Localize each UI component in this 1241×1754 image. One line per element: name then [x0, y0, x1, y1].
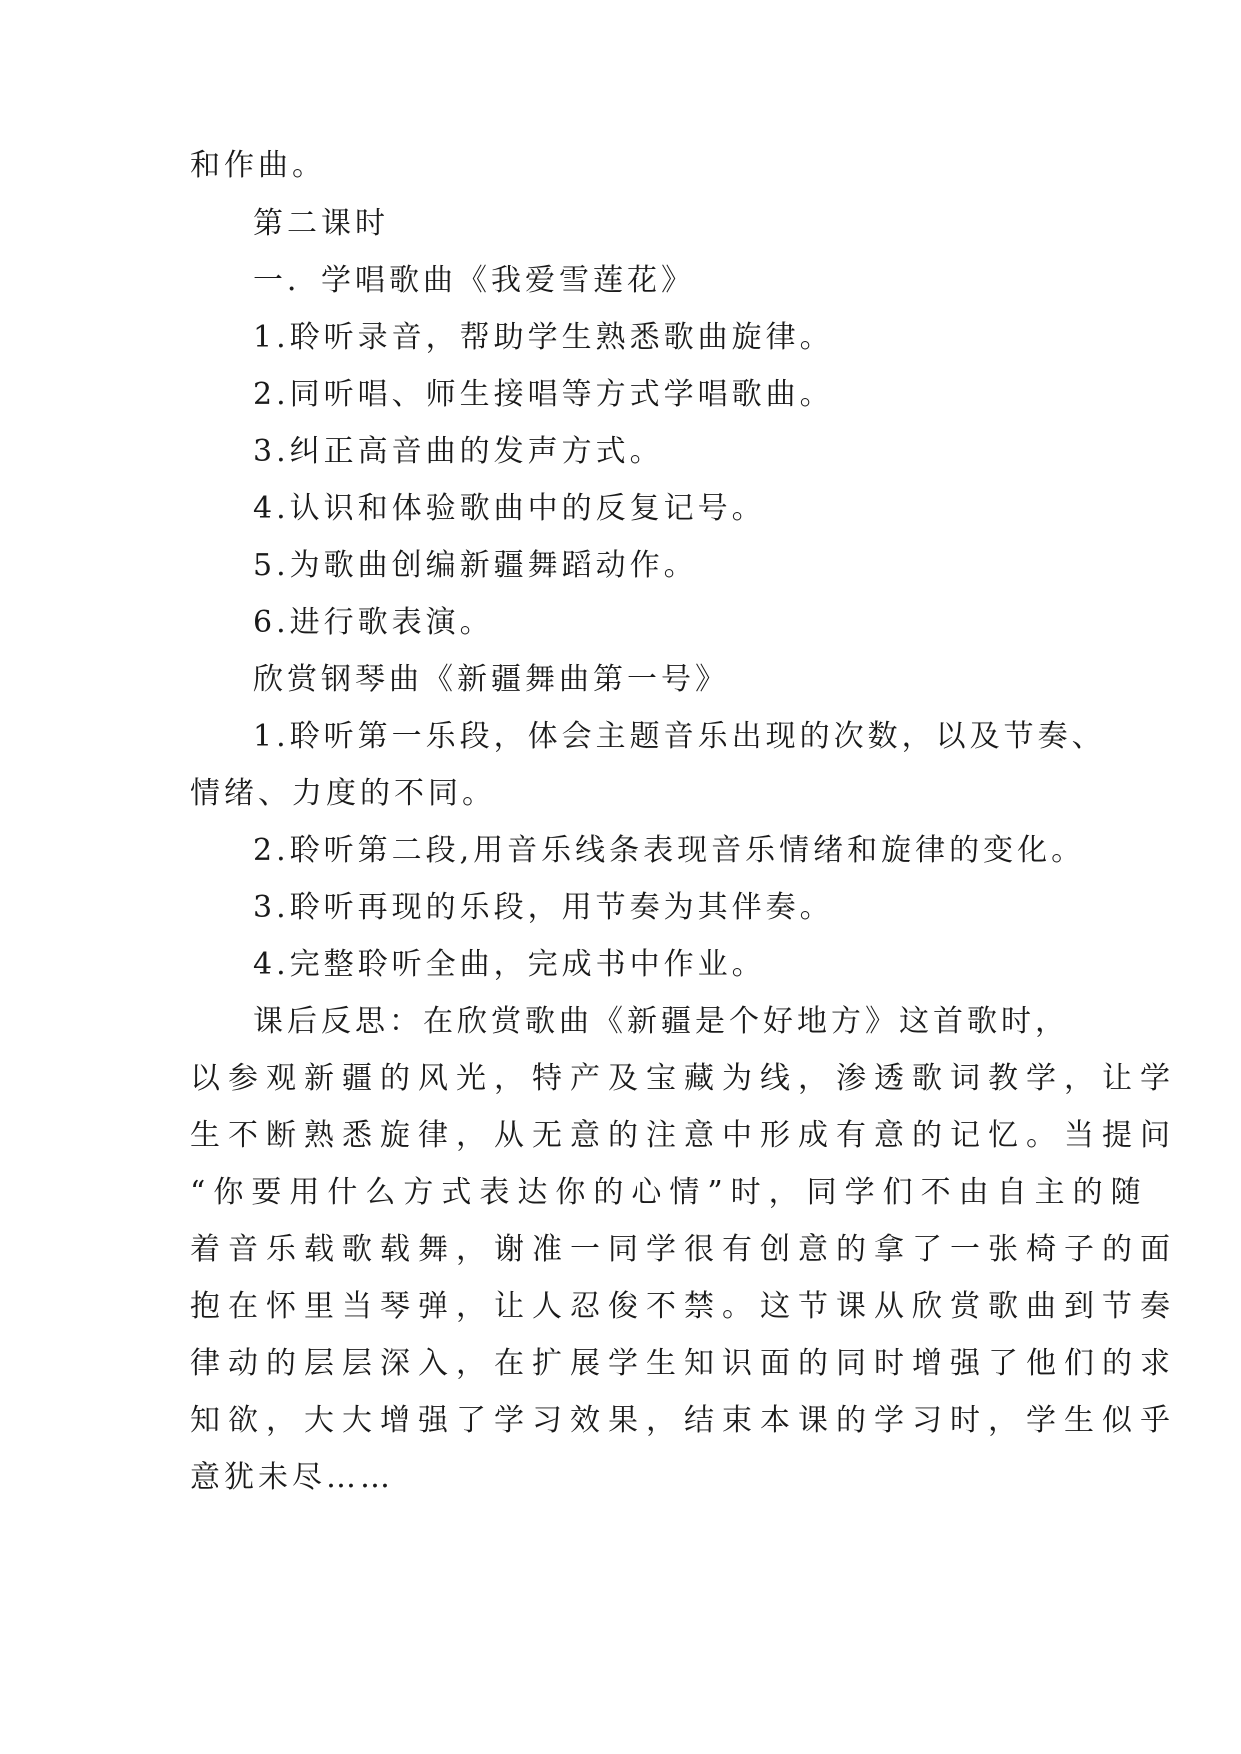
- section-heading-second-lesson: 第二课时: [253, 206, 389, 241]
- reflection-paragraph-line: 知欲，大大增强了学习效果，结束本课的学习时，学生似乎: [190, 1403, 1178, 1438]
- reflection-paragraph-line: 律动的层层深入，在扩展学生知识面的同时增强了他们的求: [190, 1346, 1178, 1381]
- reflection-paragraph-line: 生不断熟悉旋律，从无意的注意中形成有意的记忆。当提问: [190, 1118, 1178, 1153]
- subheading-learn-song: 一．学唱歌曲《我爱雪莲花》: [253, 263, 695, 298]
- piano-item-1-continuation: 情绪、力度的不同。: [190, 776, 496, 811]
- reflection-paragraph-line: 抱在怀里当琴弹，让人忍俊不禁。这节课从欣赏歌曲到节奏: [190, 1289, 1178, 1324]
- list-item-1: 1.聆听录音，帮助学生熟悉歌曲旋律。: [253, 320, 834, 355]
- piano-item-2: 2.聆听第二段,用音乐线条表现音乐情绪和旋律的变化。: [253, 833, 1086, 868]
- list-item-5: 5.为歌曲创编新疆舞蹈动作。: [253, 548, 698, 583]
- reflection-paragraph-line: 意犹未尽……: [190, 1460, 394, 1495]
- reflection-paragraph-line: 着音乐载歌载舞，谢准一同学很有创意的拿了一张椅子的面: [190, 1232, 1178, 1267]
- text-line-continuation: 和作曲。: [190, 148, 326, 183]
- subheading-piano-appreciation: 欣赏钢琴曲《新疆舞曲第一号》: [253, 662, 729, 697]
- piano-item-3: 3.聆听再现的乐段，用节奏为其伴奏。: [253, 890, 834, 925]
- list-item-4: 4.认识和体验歌曲中的反复记号。: [253, 491, 766, 526]
- reflection-paragraph-line: 以参观新疆的风光，特产及宝藏为线，渗透歌词教学，让学: [190, 1061, 1178, 1096]
- list-item-3: 3.纠正高音曲的发声方式。: [253, 434, 664, 469]
- list-item-2: 2.同听唱、师生接唱等方式学唱歌曲。: [253, 377, 834, 412]
- reflection-paragraph-line: “你要用什么方式表达你的心情”时，同学们不由自主的随: [190, 1175, 1149, 1210]
- piano-item-4: 4.完整聆听全曲，完成书中作业。: [253, 947, 766, 982]
- list-item-6: 6.进行歌表演。: [253, 605, 494, 640]
- reflection-paragraph-line: 课后反思：在欣赏歌曲《新疆是个好地方》这首歌时，: [253, 1004, 1069, 1039]
- piano-item-1: 1.聆听第一乐段，体会主题音乐出现的次数，以及节奏、: [253, 719, 1106, 754]
